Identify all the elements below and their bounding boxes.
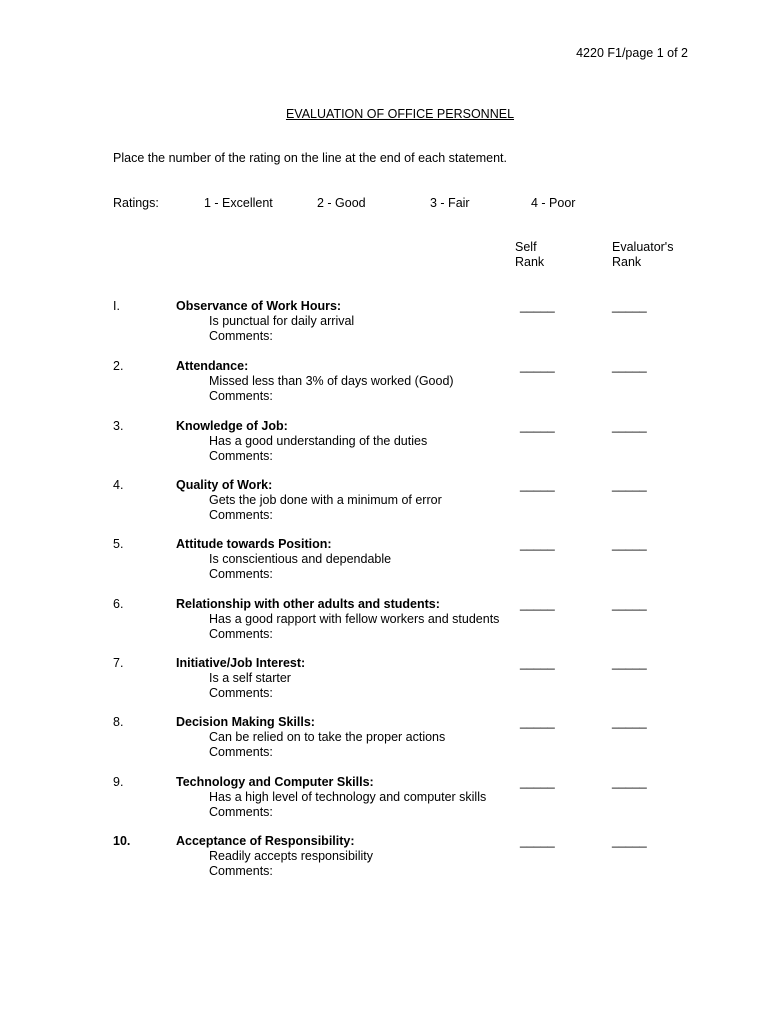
evaluation-item (0, 478, 770, 538)
item-comments-label: Comments: (209, 864, 273, 878)
evaluation-item (0, 656, 770, 716)
self-rank-line[interactable]: _____ (520, 478, 555, 492)
evaluator-rank-line[interactable]: _____ (612, 359, 647, 373)
item-title: Decision Making Skills: (176, 715, 315, 729)
item-title: Acceptance of Responsibility: (176, 834, 355, 848)
evaluation-item (0, 359, 770, 419)
item-title: Knowledge of Job: (176, 419, 288, 433)
document-title: EVALUATION OF OFFICE PERSONNEL (285, 107, 515, 121)
self-rank-header-line2: Rank (515, 255, 545, 269)
item-comments-label: Comments: (209, 449, 273, 463)
self-rank-line[interactable]: _____ (520, 834, 555, 848)
evaluation-item (0, 537, 770, 597)
item-number: 6. (113, 597, 124, 611)
evaluation-item (0, 597, 770, 657)
self-rank-line[interactable]: _____ (520, 715, 555, 729)
evaluator-rank-line[interactable]: _____ (612, 537, 647, 551)
rating-option-fair: 3 - Fair (430, 196, 470, 210)
rating-option-poor: 4 - Poor (531, 196, 576, 210)
self-rank-header-line1: Self (515, 240, 537, 254)
item-number: 2. (113, 359, 124, 373)
item-description: Is a self starter (209, 671, 291, 685)
evaluator-rank-line[interactable]: _____ (612, 299, 647, 313)
evaluator-rank-line[interactable]: _____ (612, 834, 647, 848)
evaluation-item (0, 299, 770, 359)
item-comments-label: Comments: (209, 329, 273, 343)
self-rank-line[interactable]: _____ (520, 597, 555, 611)
item-title: Quality of Work: (176, 478, 273, 492)
item-title: Attendance: (176, 359, 249, 373)
item-number: I. (113, 299, 120, 313)
evaluator-rank-header (612, 240, 673, 270)
item-comments-label: Comments: (209, 389, 273, 403)
evaluator-rank-line[interactable]: _____ (612, 656, 647, 670)
evaluator-rank-header-line2: Rank (612, 255, 642, 269)
evaluator-rank-line[interactable]: _____ (612, 419, 647, 433)
evaluation-item (0, 775, 770, 835)
item-number: 9. (113, 775, 124, 789)
evaluation-item (0, 419, 770, 479)
item-number: 4. (113, 478, 124, 492)
self-rank-line[interactable]: _____ (520, 775, 555, 789)
item-description: Is conscientious and dependable (209, 552, 392, 566)
item-number: 7. (113, 656, 124, 670)
self-rank-line[interactable]: _____ (520, 656, 555, 670)
item-comments-label: Comments: (209, 508, 273, 522)
item-comments-label: Comments: (209, 627, 273, 641)
item-description: Can be relied on to take the proper actions (209, 730, 446, 744)
ratings-label: Ratings: (113, 196, 159, 210)
self-rank-line[interactable]: _____ (520, 299, 555, 313)
instructions-text: Place the number of the rating on the line at the end of each statement. (113, 151, 508, 165)
item-description: Gets the job done with a minimum of error (209, 493, 442, 507)
item-comments-label: Comments: (209, 686, 273, 700)
self-rank-line[interactable]: _____ (520, 537, 555, 551)
item-comments-label: Comments: (209, 745, 273, 759)
item-description: Missed less than 3% of days worked (Good) (209, 374, 454, 388)
self-rank-line[interactable]: _____ (520, 359, 555, 373)
rating-option-good: 2 - Good (317, 196, 366, 210)
evaluator-rank-line[interactable]: _____ (612, 478, 647, 492)
item-title: Attitude towards Position: (176, 537, 332, 551)
item-number: 8. (113, 715, 124, 729)
item-number: 10. (113, 834, 131, 848)
item-comments-label: Comments: (209, 805, 273, 819)
rating-option-excellent: 1 - Excellent (204, 196, 273, 210)
self-rank-header (515, 240, 544, 270)
self-rank-line[interactable]: _____ (520, 419, 555, 433)
item-description: Has a good understanding of the duties (209, 434, 428, 448)
item-description: Readily accepts responsibility (209, 849, 373, 863)
evaluator-rank-line[interactable]: _____ (612, 597, 647, 611)
item-description: Has a high level of technology and computer skills (209, 790, 487, 804)
evaluator-rank-line[interactable]: _____ (612, 715, 647, 729)
item-number: 5. (113, 537, 124, 551)
item-number: 3. (113, 419, 124, 433)
item-title: Initiative/Job Interest: (176, 656, 306, 670)
page-reference: 4220 F1/page 1 of 2 (576, 46, 688, 60)
evaluation-item (0, 834, 770, 894)
evaluator-rank-line[interactable]: _____ (612, 775, 647, 789)
item-title: Relationship with other adults and students: (176, 597, 440, 611)
evaluation-item (0, 715, 770, 775)
evaluator-rank-header-line1: Evaluator's (612, 240, 674, 254)
item-title: Observance of Work Hours: (176, 299, 342, 313)
item-comments-label: Comments: (209, 567, 273, 581)
item-description: Has a good rapport with fellow workers and students (209, 612, 500, 626)
item-title: Technology and Computer Skills: (176, 775, 374, 789)
item-description: Is punctual for daily arrival (209, 314, 355, 328)
